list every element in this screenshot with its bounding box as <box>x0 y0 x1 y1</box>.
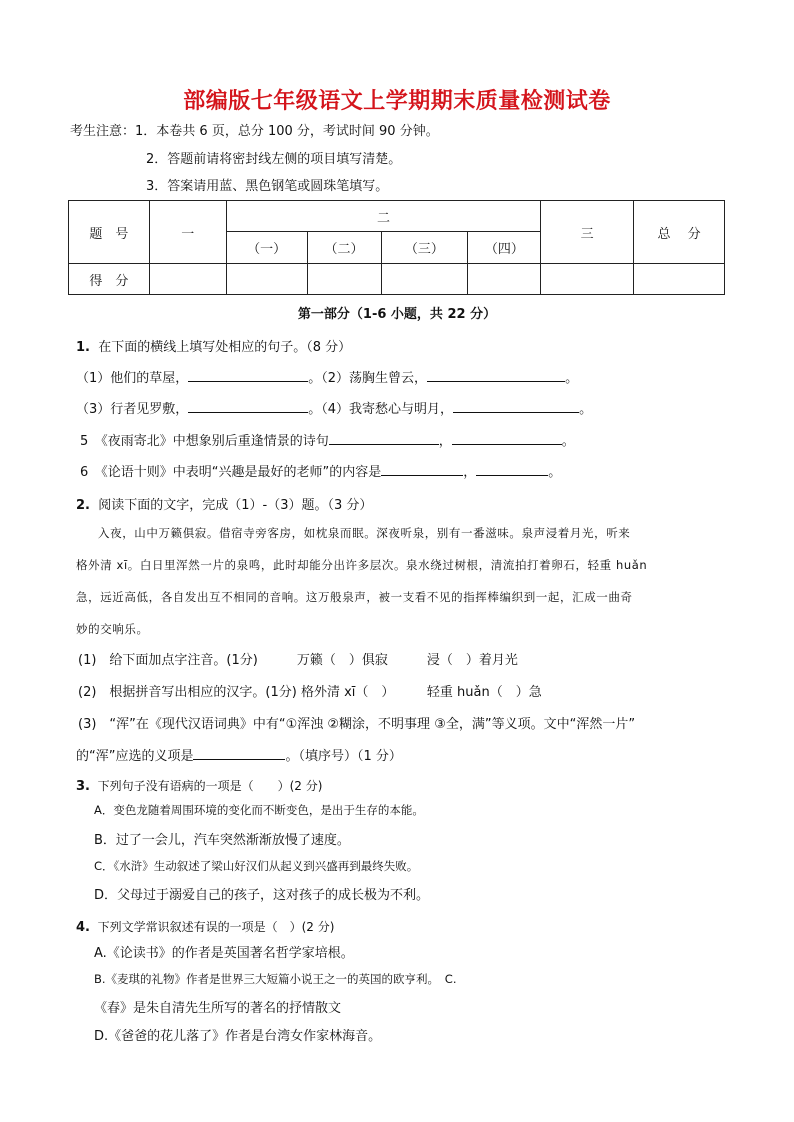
q3-option-a: A．变色龙随着周围环境的变化而不断变色，是出于生存的本能。 <box>94 803 424 817</box>
score-cell[interactable] <box>468 264 541 295</box>
q2-passage-line-4: 妙的交响乐。 <box>76 622 149 636</box>
q1-l3c: 。 <box>561 434 575 449</box>
q1-l2c: 。 <box>579 402 593 417</box>
q1-number: 1. <box>76 340 90 355</box>
q1-l1c: 。 <box>565 371 579 386</box>
score-cell[interactable] <box>307 264 381 295</box>
answer-blank[interactable] <box>193 746 285 760</box>
notice-item-2: 2．答题前请将密封线左侧的项目填写清楚。 <box>146 152 402 167</box>
notice-item-3: 3．答案请用蓝、黑色钢笔或圆珠笔填写。 <box>146 179 389 194</box>
q1-l4b: ， <box>463 465 477 480</box>
score-cell[interactable] <box>381 264 468 295</box>
q1-l3a: 5 《夜雨寄北》中想象别后重逢情景的诗句 <box>80 434 329 449</box>
q1-stem <box>76 336 351 355</box>
q2-passage-line-1: 入夜，山中万籁俱寂。借宿寺旁客房，如枕泉而眠。深夜听泉，别有一番滋味。泉声浸着月光，听来 <box>98 526 631 540</box>
q4-option-c: 《春》是朱自清先生所写的著名的抒情散文 <box>94 1001 342 1016</box>
q2-passage-line-2: 格外清 xī。白日里浑然一片的泉鸣，此时却能分出许多层次。泉水绕过树根，清流拍打着卵石，轻重 huǎn <box>76 558 648 572</box>
header-tihao: 题 号 <box>69 201 150 264</box>
header-total: 总 分 <box>634 201 725 264</box>
q3-option-c: C．《水浒》生动叙述了梁山好汉们从起义到兴盛再到最终失败。 <box>94 859 419 873</box>
q4-option-a: A.《论读书》的作者是英国著名哲学家培根。 <box>94 946 354 961</box>
notice <box>70 120 439 139</box>
q1-line-4 <box>80 461 561 480</box>
q2-passage-line-3: 急，远近高低，各自发出互不相同的音响。这万般泉声，被一支看不见的指挥棒编织到一起，汇成一曲奇 <box>76 590 633 604</box>
header-part-two: 二 <box>226 201 541 232</box>
row-score-label: 得 分 <box>69 264 150 295</box>
q3-option-b: B．过了一会儿，汽车突然渐渐放慢了速度。 <box>94 833 350 848</box>
q1-line-2 <box>76 398 592 417</box>
score-cell[interactable] <box>226 264 307 295</box>
q2-sub-3-line-2 <box>76 745 402 764</box>
q1-l1b: 。（2）荡胸生曾云， <box>308 371 428 386</box>
q2-sub-2: (2) 根据拼音写出相应的汉字。(1分) 格外清 xī（ ） 轻重 huǎn（ ）急 <box>78 685 542 700</box>
answer-blank[interactable] <box>188 399 308 413</box>
header-part-one: 一 <box>149 201 226 264</box>
header-part-three: 三 <box>541 201 634 264</box>
score-table <box>68 200 725 295</box>
q3-number: 3. <box>76 779 90 794</box>
q1-line-3 <box>80 430 575 449</box>
q1-l2a: （3）行者见罗敷， <box>76 402 189 417</box>
answer-blank[interactable] <box>188 368 308 382</box>
score-cell[interactable] <box>634 264 725 295</box>
page-title: 部编版七年级语文上学期期末质量检测试卷 <box>183 89 611 114</box>
header-two-sub-4: （四） <box>468 232 541 264</box>
header-two-sub-2: （二） <box>307 232 381 264</box>
part1-heading: 第一部分（1-6 小题，共 22 分） <box>297 307 497 322</box>
q1-stem-text: 在下面的横线上填写处相应的句子。（8 分） <box>98 340 352 355</box>
q1-l4c: 。 <box>548 465 562 480</box>
answer-blank[interactable] <box>329 431 439 445</box>
notice-item-1: 1．本卷共 6 页，总分 100 分，考试时间 90 分钟。 <box>135 124 439 139</box>
q1-l2b: 。（4）我寄愁心与明月， <box>308 402 454 417</box>
q4-option-d: D.《爸爸的花儿落了》作者是台湾女作家林海音。 <box>94 1029 382 1044</box>
answer-blank[interactable] <box>452 431 562 445</box>
q2-stem <box>76 494 372 513</box>
q2-number: 2. <box>76 498 90 513</box>
answer-blank[interactable] <box>453 399 579 413</box>
q2-sub-3: (3) “浑”在《现代汉语词典》中有“①浑浊 ②糊涂，不明事理 ③全，满”等义项。文中“浑然一片” <box>78 717 636 732</box>
q2-stem-text: 阅读下面的文字，完成（1）-（3）题。（3 分） <box>98 498 373 513</box>
q1-l3b: ， <box>438 434 452 449</box>
q4-number: 4. <box>76 920 90 935</box>
q3-stem-text: 下列句子没有语病的一项是（ ）(2 分) <box>97 779 323 793</box>
q4-stem <box>76 918 334 935</box>
header-two-sub-3: （三） <box>381 232 468 264</box>
q1-l4a: 6 《论语十则》中表明“兴趣是最好的老师”的内容是 <box>80 465 382 480</box>
answer-blank[interactable] <box>381 462 463 476</box>
q4-option-b: B.《麦琪的礼物》作者是世界三大短篇小说王之一的英国的欧亨利。 C. <box>94 972 457 986</box>
notice-label: 考生注意： <box>70 124 136 139</box>
header-two-sub-1: （一） <box>226 232 307 264</box>
q3-option-d: D．父母过于溺爱自己的孩子，这对孩子的成长极为不利。 <box>94 888 430 903</box>
q2-sub-1: (1) 给下面加点字注音。(1分) 万籁（ ）俱寂 浸（ ）着月光 <box>78 653 518 668</box>
score-cell[interactable] <box>149 264 226 295</box>
q1-l1a: （1）他们的草屋， <box>76 371 189 386</box>
q2-s3c: 。（填序号）（1 分） <box>285 749 402 764</box>
answer-blank[interactable] <box>427 368 565 382</box>
q4-stem-text: 下列文学常识叙述有误的一项是（ ）(2 分) <box>97 920 335 934</box>
q1-line-1 <box>76 367 578 386</box>
answer-blank[interactable] <box>476 462 548 476</box>
q3-stem <box>76 777 322 794</box>
q2-s3b: 的“浑”应选的义项是 <box>76 749 194 764</box>
score-cell[interactable] <box>541 264 634 295</box>
